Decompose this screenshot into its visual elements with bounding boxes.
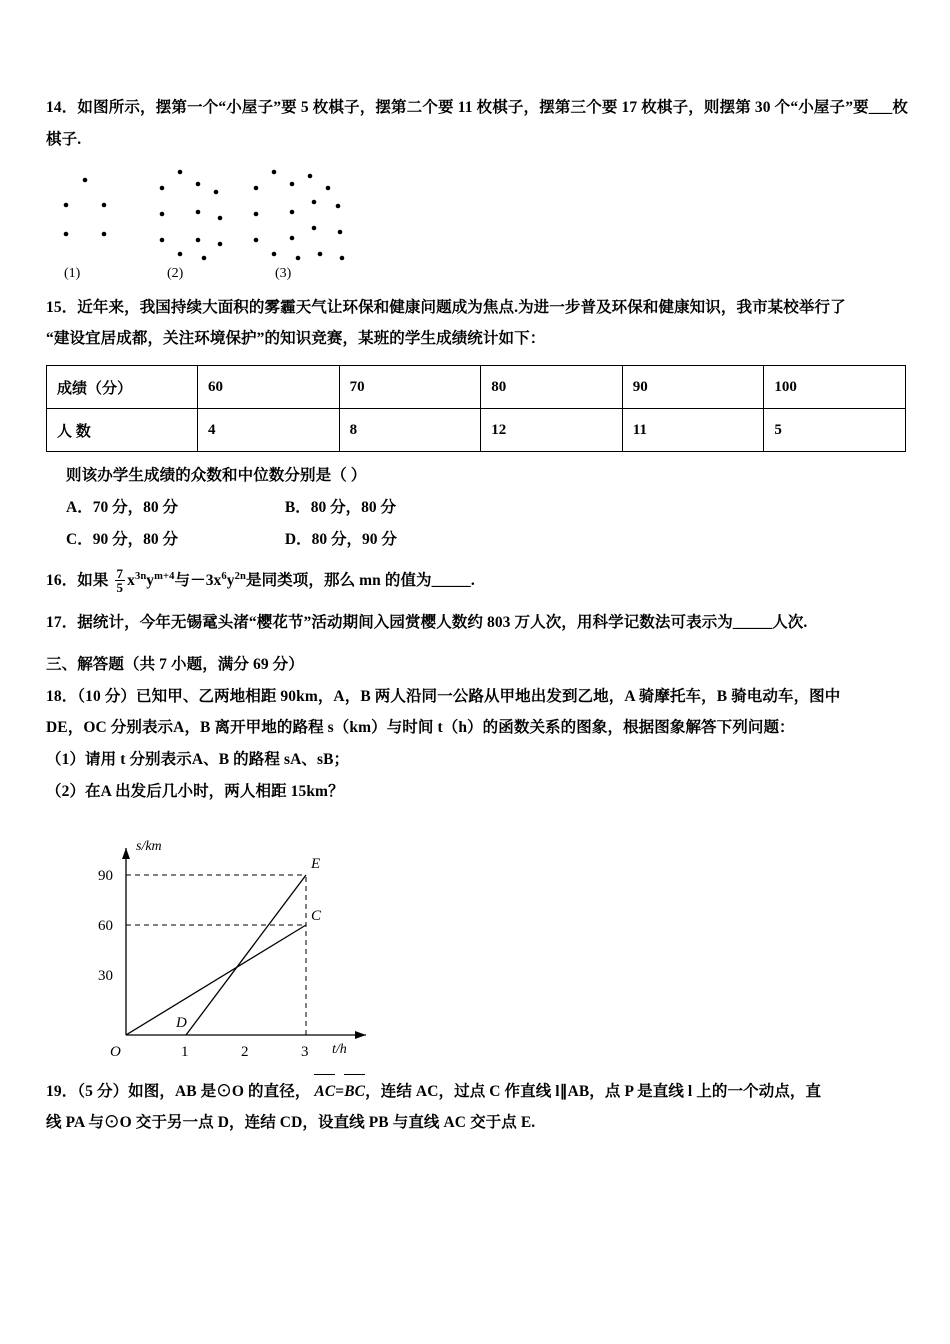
arc-bc-label: BC [344, 1076, 365, 1108]
question-15-choices-row1 [66, 492, 908, 524]
table-row-counts [47, 409, 906, 452]
section-3-title: 三、解答题（共 7 小题，满分 69 分） [46, 655, 304, 673]
q16-middle: 与－3x [174, 572, 222, 590]
page-content [46, 92, 908, 1139]
figure-caption-1: (1) [64, 265, 81, 281]
svg-text:2: 2 [241, 1043, 249, 1060]
cell-count-1: 8 [339, 409, 481, 452]
question-18-part1: （1）请用 t 分别表示A、B 的路程 sA、sB； [46, 751, 350, 769]
question-15-prompt: 则该办学生成绩的众数和中位数分别是（ ） [66, 467, 367, 485]
q16-y2: y [226, 572, 235, 590]
question-19-line2: 线 PA 与⊙O 交于另一点 D，连结 CD，设直线 PB 与直线 AC 交于点 E. [46, 1114, 536, 1132]
arc-ac-label: AC [314, 1076, 335, 1108]
cell-score-4: 100 [764, 366, 906, 409]
cell-count-4: 5 [764, 409, 906, 452]
grades-table [46, 365, 906, 452]
row-header-count: 人 数 [47, 409, 198, 452]
question-14-figure [52, 162, 908, 292]
fraction-seven-fifths [115, 567, 126, 595]
svg-text:C: C [311, 907, 322, 924]
q16-exp-m4: m+4 [154, 571, 175, 583]
svg-text:60: 60 [98, 917, 113, 934]
question-18-graph [66, 820, 486, 1070]
arc-equals: = [335, 1082, 345, 1100]
choice-d: D．80 分，90 分 [284, 530, 397, 548]
question-16 [46, 565, 908, 597]
cell-score-3: 90 [622, 366, 764, 409]
question-18-line1: 18．（10 分）已知甲、乙两地相距 90km，A，B 两人沿同一公路从甲地出发到乙地，A 骑摩托车，B 骑电动车，图中 [46, 687, 841, 705]
fraction-numerator: 7 [116, 565, 124, 581]
fraction-denominator: 5 [116, 580, 124, 596]
cell-count-2: 12 [481, 409, 623, 452]
q16-y: y [146, 572, 155, 590]
svg-text:O: O [110, 1043, 121, 1060]
question-19-suffix: ，连结 AC，过点 C 作直线 l∥AB，点 P 是直线 l 上的一个动点，直 [365, 1082, 822, 1100]
cell-count-3: 11 [622, 409, 764, 452]
figure-caption-2: (2) [167, 265, 184, 281]
q16-exp-6: 6 [221, 571, 227, 583]
cell-score-0: 60 [198, 366, 340, 409]
table-row-scores [47, 366, 906, 409]
cell-score-2: 80 [481, 366, 623, 409]
question-15-choices-row2 [66, 524, 908, 556]
question-19-line1 [46, 1076, 908, 1108]
question-18-line2: DE，OC 分别表示A，B 离开甲地的路程 s（km）与时间 t（h）的函数关系的图象，根据图象解答下列问题： [46, 719, 795, 737]
svg-text:3: 3 [301, 1043, 309, 1060]
question-15-line1: 15．近年来，我国持续大面积的雾霾天气让环保和健康问题成为焦点.为进一步普及环保和健康知识，我市某校举行了 [46, 298, 846, 316]
cell-score-1: 70 [339, 366, 481, 409]
svg-text:t/h: t/h [332, 1041, 347, 1057]
distance-time-graph-svg [66, 820, 466, 1070]
question-18-part2: （2）在A 出发后几小时，两人相距 15km？ [46, 782, 344, 800]
question-17: 17．据统计，今年无锡鼋头渚“樱花节”活动期间入园赏樱人数约 803 万人次，用科学记数法可表示为_____人次. [46, 614, 808, 632]
q16-exp-2n: 2n [234, 571, 246, 583]
question-15-line2: “建设宜居成都，关注环境保护”的知识竞赛，某班的学生成绩统计如下： [46, 330, 546, 348]
svg-text:E: E [311, 855, 321, 872]
row-header-score: 成绩（分） [47, 366, 198, 409]
question-14-text: 14．如图所示，摆第一个“小屋子”要 5 枚棋子，摆第二个要 11 枚棋子，摆第三个要 17 枚棋子，则摆第 30 个“小屋子”要___枚棋子. [46, 99, 908, 148]
question-19-prefix: 19．（5 分）如图，AB 是⊙O 的直径， [46, 1082, 311, 1100]
choice-a: A．70 分，80 分 [66, 498, 178, 516]
svg-text:D: D [176, 1014, 187, 1031]
svg-text:1: 1 [181, 1043, 189, 1060]
question-16-suffix: 是同类项，那么 mn 的值为_____. [245, 572, 475, 590]
q16-x: x [127, 572, 135, 590]
choice-c: C．90 分，80 分 [66, 530, 178, 548]
cell-count-0: 4 [198, 409, 340, 452]
svg-text:30: 30 [98, 967, 113, 984]
q16-exp-3n: 3n [134, 571, 147, 583]
svg-text:90: 90 [98, 867, 113, 884]
figure-caption-3: (3) [275, 265, 292, 281]
dot-pattern-svg [52, 162, 472, 292]
svg-text:s/km: s/km [136, 838, 162, 854]
choice-b: B．80 分，80 分 [284, 498, 396, 516]
question-16-prefix: 16．如果 [46, 572, 109, 590]
